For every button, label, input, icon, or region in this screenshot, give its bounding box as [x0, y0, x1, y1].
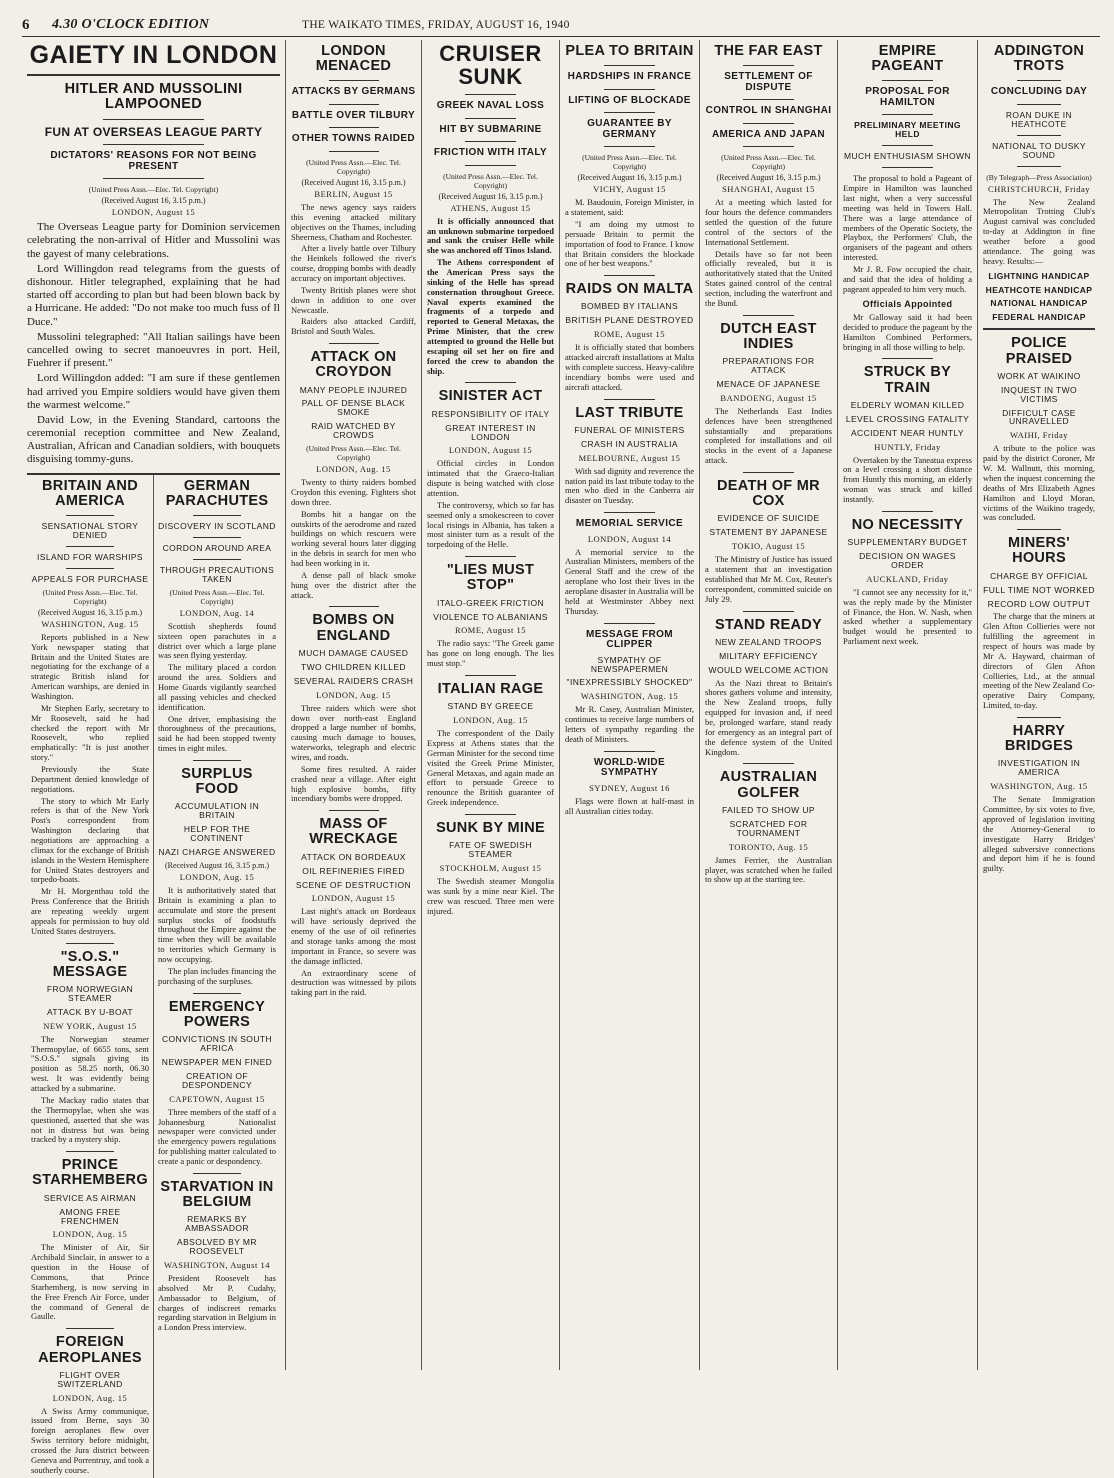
subheadline: FATE OF SWEDISH STEAMER: [449, 840, 532, 860]
subheadline: NAZI CHARGE ANSWERED: [158, 847, 276, 858]
article-paragraph: Lord Willingdon added: "I am sure if these gentlemen had arrived you Empire soldiers would have given them the warmest welcome.": [27, 372, 280, 411]
subheadline: REMARKS BY AMBASSADOR: [185, 1214, 249, 1234]
subheadline: SETTLEMENT OF DISPUTE: [724, 71, 813, 93]
dateline: TORONTO, Aug. 15: [728, 841, 809, 852]
article-paragraph: Three members of the staff of a Johannesburg Nationalist newspaper were convicted under the emergency powers regulations for publishing matter calculated to create a panic or despondency.: [158, 1106, 276, 1166]
credit-line: (United Press Assn.—Elec. Tel. Copyright): [306, 157, 401, 176]
article-paragraph: With sad dignity and reverence the nation paid its last tribute today to the men who died in the Canberra air disaster on Tuesday.: [565, 465, 694, 506]
headline: ITALIAN RAGE: [437, 681, 544, 698]
article-paragraph: A memorial service to the Australian Ministers, members of the General Staff and the crew of the aeroplane who lost their lives in the aeroplane disaster in Australia will be held at Westminster Abbey next Thursday.: [565, 546, 694, 616]
paper-dateline: THE WAIKATO TIMES, FRIDAY, AUGUST 16, 1940: [302, 19, 570, 31]
subheadline: PREPARATIONS FOR ATTACK: [722, 356, 815, 376]
headline: ADDINGTON TROTS: [993, 43, 1085, 75]
dateline: LONDON, August 15: [111, 207, 196, 218]
headline: SURPLUS FOOD: [181, 765, 253, 798]
subheadline: MENACE OF JAPANESE: [716, 378, 821, 389]
subheadline: ROAN DUKE IN HEATHCOTE: [1005, 109, 1073, 129]
article-paragraph: Previously the State Department denied knowledge of negotiations.: [31, 763, 149, 794]
article-paragraph: The Mackay radio states that the Thermopylae, when she was questioned, asserted that she was not in distress but was being tracked by a mystery ship.: [31, 1094, 149, 1145]
article-paragraph: The correspondent of the Daily Express at Athens states that the German Minister for the second time visited the Greek Prime Minister, General Metaxas, and again made an effort to persuade Greece to renounce the British guarantee of Greek independence.: [427, 728, 554, 808]
received-line: (Received August 16, 3.15 p.m.): [165, 861, 269, 870]
article-paragraph: The story to which Mr Early refers is that of the New York Post's correspondent from Washington declaring that negotiations are approaching a climax for the exchange of British islands in the Western Hemisphere for United States destroyers and torpedo-boats.: [31, 795, 149, 885]
article-paragraph: The proposal to hold a Pageant of Empire in Hamilton was launched last night, when a very successful meeting was held in Towers Hall. There was a large attendance of members of the Operatic Society, the Playbox, the Performers' Club, the organisers of the pageant and others interested.: [843, 173, 972, 263]
article-paragraph: At a meeting which lasted for four hours the defence commanders settled the question of the future control of the sectors of the International Settlement.: [705, 197, 832, 247]
subheadline: NEWSPAPER MEN FINED: [161, 1056, 273, 1067]
dateline: CHRISTCHURCH, Friday: [987, 183, 1091, 194]
dateline: LONDON, Aug. 15: [52, 1229, 128, 1240]
subheadline: ABSOLVED BY MR ROOSEVELT: [177, 1237, 257, 1256]
subheadline: MUCH ENTHUSIASM SHOWN: [844, 151, 971, 162]
article-paragraph: The Senate Immigration Committee, by six votes to five, approved of legislation inviting the Attorney-General to investigate Harry Bridges' alleged subversive connections and deport him if he is found guilty.: [983, 794, 1095, 874]
subheadline: INVESTIGATION IN AMERICA: [997, 758, 1081, 778]
headline: "S.O.S." MESSAGE: [52, 948, 128, 980]
headline: DUTCH EAST INDIES: [720, 320, 817, 352]
column-1: [22, 40, 286, 1475]
dateline: WASHINGTON, August 14: [164, 1259, 270, 1270]
article-paragraph: The New Zealand Metropolitan Trotting Club's August carnival was concluded to-day at Addington in fine weather before a good attendance. The going was heavy. Results:—: [983, 196, 1095, 266]
column-4: [560, 40, 700, 1370]
dateline: LONDON, Aug. 15: [316, 689, 391, 700]
lead-headline: GAIETY IN LONDON: [29, 41, 278, 69]
headline: POLICE PRAISED: [1005, 335, 1073, 367]
subheadline: VIOLENCE TO ALBANIANS: [433, 611, 548, 622]
headline: EMERGENCY POWERS: [168, 998, 266, 1030]
subheadline: RESPONSIBILITY OF ITALY: [431, 408, 550, 419]
subheadline: FRICTION WITH ITALY: [433, 147, 548, 159]
credit-line: (United Press Assn.—Elec. Tel. Copyright): [443, 171, 538, 190]
headline: FOREIGN AEROPLANES: [38, 1334, 142, 1366]
article-paragraph: The Norwegian steamer Thermopylae, of 6655 tons, sent "S.O.S." signals giving its position as 58.25 north, 06.30 west. It was evidently being attacked by a submarine.: [31, 1033, 149, 1094]
subheadline: ATTACKS BY GERMANS: [291, 86, 416, 98]
subheadline: SCRATCHED FOR TOURNAMENT: [729, 818, 808, 838]
subheadline: ACCUMULATION IN BRITAIN: [174, 801, 260, 821]
headline: RAIDS ON MALTA: [565, 281, 694, 298]
lead-subhead-3: DICTATORS' REASONS FOR NOT BEING PRESENT: [50, 150, 257, 172]
received-line: (Received August 16, 3.15 p.m.): [101, 196, 206, 206]
article-paragraph: Mr R. Casey, Australian Minister, continues to receive large numbers of letters of sympathy regarding the death of Ministers.: [565, 704, 694, 744]
article-paragraph: A tribute to the police was paid by the district Coroner, Mr W. M. Wallnutt, this morning, when the inquest concerning the deaths of Mrs Elizabeth Agnes Hamilton and Lloyd Moran, victims of the Waikino tragedy, was concluded.: [983, 443, 1095, 523]
subheadline: OIL REFINERIES FIRED: [302, 865, 405, 876]
edition-label: 4.30 O'CLOCK EDITION: [52, 17, 210, 32]
article-paragraph: Lord Willingdon read telegrams from the guests of dishonour. Hitler telegraphed, explaining that he had started off according to plan but had been blown back by a Hurricane. He added: "Do not make too much fuss of Il Duce.": [27, 262, 280, 328]
subheadline: ACCIDENT NEAR HUNTLY: [850, 427, 964, 438]
dateline: LONDON, Aug. 15: [316, 464, 391, 475]
received-line: (Received August 16, 3.15 p.m.): [38, 607, 142, 617]
subheadline: HIT BY SUBMARINE: [439, 123, 542, 135]
subheadline: WOULD WELCOME ACTION: [708, 664, 829, 675]
lead-subhead-2: FUN AT OVERSEAS LEAGUE PARTY: [44, 124, 263, 139]
subheadline: TWO CHILDREN KILLED: [301, 661, 406, 672]
dateline: WASHINGTON, Aug. 15: [990, 781, 1088, 792]
headline: MINERS' HOURS: [1008, 535, 1070, 567]
subheadline: ATTACK ON BORDEAUX: [301, 851, 406, 862]
subheadline: CHARGE BY OFFICIAL: [990, 570, 1088, 581]
article-paragraph: The charge that the miners at Glen Afton Collieries were not fulfilling the agreement in respect of hours was made by Mr A. Hayward, chairman of directors of Glen Afton Collieries, Ltd., at the annual meeting of the New Zealand Co-operative Dairy Company, Limited, to-day.: [983, 611, 1095, 711]
article-paragraph: The Athens correspondent of the American Press says the sinking of the Helle has spread consternation throughout Greece. Naval experts examined the fragments of a torpedo and reported to General Metaxas, the Prime Minister, that the crew attempted to ground the Helle but escaping oil set her on fire and forced the crew to abandon the ship.: [427, 257, 554, 376]
headline: STAND READY: [715, 616, 822, 633]
subheadline: CONTROL IN SHANGHAI: [705, 105, 832, 117]
article-paragraph: Mussolini telegraphed: "All Italian sailings have been cancelled owing to secret manoeuvres in port. Heil, Fuehrer if present.": [27, 330, 280, 370]
column-2: [286, 40, 422, 1370]
subheadline: SEVERAL RAIDERS CRASH: [293, 675, 414, 686]
column-6: [838, 40, 978, 1370]
dateline: LONDON, Aug. 15: [453, 715, 528, 726]
subheadline: PALL OF DENSE BLACK SMOKE: [301, 398, 406, 418]
subheadline: PROPOSAL FOR HAMILTON: [865, 86, 950, 108]
article-paragraph: Some fires resulted. A raider crashed near a village. After eight high explosive bombs, fifty incendiary bombs were dropped.: [291, 763, 416, 804]
article-paragraph: The Netherlands East Indies defences have been strengthened substantially and preparations completed for installations and oil stocks in the event of a Japanese attack.: [705, 405, 832, 466]
article-paragraph: Mr Stephen Early, secretary to Mr Roosevelt, said he had checked the report with Mr Roosevelt, who replied emphatically: "It is just another story.": [31, 702, 149, 763]
dateline: LONDON, August 14: [587, 533, 672, 544]
subheadline: CORDON AROUND AREA: [162, 543, 272, 554]
headline: PRINCE STARHEMBERG: [32, 1157, 148, 1189]
dateline: LONDON, Aug. 15: [52, 1392, 128, 1403]
headline: WORLD-WIDE SYMPATHY: [593, 756, 666, 779]
dateline: WASHINGTON, Aug. 15: [580, 691, 679, 702]
subheadline: HELP FOR THE CONTINENT: [183, 824, 251, 844]
subheadline: DISCOVERY IN SCOTLAND: [158, 521, 276, 532]
subheadline: AMONG FREE FRENCHMEN: [59, 1206, 121, 1226]
dateline: BERLIN, August 15: [314, 188, 393, 199]
subheadline: SENSATIONAL STORY DENIED: [41, 521, 139, 541]
dateline: LONDON, August 15: [311, 893, 396, 904]
subheadline: CRASH IN AUSTRALIA: [581, 438, 678, 449]
credit-line: (United Press Assn.—Elec. Tel. Copyright): [42, 587, 138, 606]
subheadline: WORK AT WAIKINO: [997, 370, 1081, 381]
article-paragraph: Twenty to thirty raiders bombed Croydon this evening. Fighters shot down three.: [291, 477, 416, 507]
article-paragraph: After a lively battle over Tilbury the Heinkels followed the river's course, dropping bombs with deadly accuracy on important objectives.: [291, 243, 416, 283]
article-paragraph: Bombs hit a hangar on the outskirts of the aerodrome and razed buildings on which rescuers were working several hours later digging in the debris in search for men who had been working in it.: [291, 508, 416, 569]
subheadline: SCENE OF DESTRUCTION: [295, 879, 412, 890]
dateline: LONDON, Aug. 14: [179, 607, 255, 618]
subheadline: NEW ZEALAND TROOPS: [715, 636, 822, 647]
subheadline: BATTLE OVER TILBURY: [291, 109, 416, 121]
subheadline: ATTACK BY U-BOAT: [46, 1006, 134, 1017]
dateline: TOKIO, August 15: [731, 541, 806, 552]
article-paragraph: Overtaken by the Taneatua express on a level crossing a short distance from Huntly this morning, an elderly woman was struck and killed instantly.: [843, 454, 972, 505]
received-line: (Received August 16, 3.15 p.m.): [438, 191, 543, 201]
article-paragraph: The radio says: "The Greek game has gone on long enough. The lies must stop.": [427, 638, 554, 669]
column-3: [422, 40, 560, 1370]
dateline: CAPETOWN, August 15: [169, 1093, 265, 1104]
subheadline: INQUEST IN TWO VICTIMS: [1000, 384, 1078, 404]
article-paragraph: The Overseas League party for Dominion servicemen celebrating the non-arrival of Hitler and Mussolini was the gayest of many celebrations.: [27, 221, 280, 260]
article-paragraph: David Low, in the Evening Standard, cartoons the ceremonial reception committee and New Zealand, Australian, African and Canadian soldiers, with bouquets disguising tommy-guns.: [27, 413, 280, 466]
subheadline: SYMPATHY OF NEWSPAPERMEN: [590, 654, 669, 674]
section-subhead: Officials Appointed: [862, 298, 953, 309]
headline: MESSAGE FROM CLIPPER: [585, 628, 674, 651]
article-paragraph: It is authoritatively stated that Britain is examining a plan to accumulate and store the present surplus stocks of foodstuffs throughout the Empire against the time when they will be available to territories which Germany is now occupying.: [158, 885, 276, 965]
dateline: LONDON, August 15: [448, 445, 533, 456]
article-paragraph: It is officially stated that bombers attacked aircraft installations at Malta with complete success. Heavy-calibre incendiary bombs were used and aircraft attacked.: [565, 342, 694, 392]
subheadline: LIFTING OF BLOCKADE: [568, 94, 691, 106]
received-line: (Received August 16, 3.15 p.m.): [577, 173, 682, 183]
article-paragraph: The controversy, which so far has seemed only a smokescreen to cover local risings in Albania, has taken a most sinister turn as a result of the torpedoing of the Helle.: [427, 499, 554, 550]
credit-line: (United Press Assn.—Elec. Tel. Copyright): [721, 153, 816, 172]
subheadline: FULL TIME NOT WORKED: [983, 584, 1095, 595]
article-paragraph: The military placed a cordon around the area. Soldiers and Home Guards vigilantly searched all passing vehicles and checked identification.: [158, 662, 276, 712]
subheadline: OTHER TOWNS RAIDED: [291, 133, 416, 145]
columns: [22, 40, 1100, 1475]
credit-line: (United Press Assn.—Elec. Tel. Copyright): [582, 153, 677, 172]
subheadline: MANY PEOPLE INJURED: [299, 384, 408, 395]
subheadline: APPEALS FOR PURCHASE: [31, 573, 149, 584]
dateline: SYDNEY, August 16: [589, 782, 670, 793]
dateline: SHANGHAI, August 15: [722, 184, 815, 195]
race-heading: HEATHCOTE HANDICAP: [985, 284, 1093, 295]
subheadline: SERVICE AS AIRMAN: [43, 1192, 137, 1203]
subheadline: LEVEL CROSSING FATALITY: [845, 413, 970, 424]
headline: STRUCK BY TRAIN: [863, 364, 952, 396]
subheadline: GREAT INTEREST IN LONDON: [445, 422, 536, 442]
article-paragraph: Mr H. Morgenthau told the Press Conference that the British are repeating weekly urgent appeals for permission to buy old United States destroyers.: [31, 886, 149, 936]
subcolumn-a: [27, 475, 154, 1478]
headline: MEMORIAL SERVICE: [575, 518, 684, 530]
headline: SUNK BY MINE: [436, 820, 545, 837]
article-paragraph: The Ministry of Justice has issued a statement that an investigation established that Mr M. Cox, Reuter's correspondent, committed suicide on July 29.: [705, 554, 832, 604]
dateline: WASHINGTON, Aug. 15: [41, 618, 139, 629]
article-paragraph: Details have so far not been officially revealed, but it is authoritatively stated that the United States gained control of the central section, including the waterfront and the Bund.: [705, 248, 832, 308]
article-paragraph: The news agency says raiders this evening attacked military objectives on the Thames, including Sheerness, Chatham and Rochester.: [291, 201, 416, 242]
dateline: STOCKHOLM, August 15: [439, 863, 542, 874]
credit-line: (United Press Assn.—Elec. Tel. Copyright): [306, 444, 401, 463]
subcolumn-b: [154, 475, 280, 1478]
subheadline: GUARANTEE BY GERMANY: [587, 118, 672, 140]
article-paragraph: Reports published in a New York newspaper stating that Britain and the United States are negotiating for the exchange of a strategic British island for American warships, are denied in Washington.: [31, 631, 149, 701]
dateline: MELBOURNE, August 15: [578, 452, 681, 463]
article-paragraph: Last night's attack on Bordeaux will have seriously deprived the enemy of the use of oil refineries and storage tanks among the most important in France, so severe was the damage inflicted.: [291, 906, 416, 966]
article-paragraph: Flags were flown at half-mast in all Australian cities today.: [565, 795, 694, 816]
subheadline: CREATION OF DESPONDENCY: [181, 1070, 253, 1090]
dateline: NEW YORK, August 15: [43, 1020, 137, 1031]
dateline: BANDOENG, August 15: [720, 392, 817, 403]
subheadline: DECISION ON WAGES ORDER: [859, 551, 956, 570]
article-paragraph: The Swedish steamer Mongolia was sunk by a mine near Kiel. The crew was rescued. Three men were injured.: [427, 876, 554, 916]
subheadline: BOMBED BY ITALIANS: [580, 301, 679, 312]
subheadline: STATEMENT BY JAPANESE: [709, 527, 828, 538]
article-paragraph: The plan includes financing the purchasing of the surpluses.: [158, 965, 276, 986]
headline: SINISTER ACT: [438, 388, 543, 405]
column-5: [700, 40, 838, 1370]
dateline: HUNTLY, Friday: [874, 441, 941, 452]
headline: LAST TRIBUTE: [575, 404, 684, 421]
subheadline: FUNERAL OF MINISTERS: [574, 424, 685, 435]
dateline: VICHY, August 15: [593, 184, 666, 195]
subheadline: GREEK NAVAL LOSS: [436, 100, 545, 112]
article-paragraph: M. Baudouin, Foreign Minister, in a statement, said:: [565, 197, 694, 218]
article-paragraph: The Minister of Air, Sir Archibald Sinclair, in answer to a question in the House of Commons, that Prince Starhemberg, is now serving in the Free French Air Force, under the command of General de Gaulle.: [31, 1242, 149, 1322]
headline: EMPIRE PAGEANT: [871, 43, 944, 75]
dateline: AUCKLAND, Friday: [866, 573, 949, 584]
dateline: ROME, August 15: [593, 329, 666, 340]
received-line: (Received August 16, 3.15 p.m.): [716, 173, 821, 183]
headline: GERMAN PARACHUTES: [165, 477, 269, 509]
subheadline: ELDERLY WOMAN KILLED: [850, 399, 965, 410]
credit-line: (United Press Assn.—Elec. Tel. Copyright): [88, 185, 219, 195]
subheadline: CONVICTIONS IN SOUTH AFRICA: [161, 1034, 272, 1053]
article-paragraph: A dense pall of black smoke hung over the district after the attack.: [291, 569, 416, 600]
headline: PLEA TO BRITAIN: [565, 43, 694, 59]
received-line: (Received August 16, 3.15 p.m.): [301, 177, 406, 187]
subheadline: EVIDENCE OF SUICIDE: [717, 513, 820, 524]
headline: THE FAR EAST: [714, 43, 823, 59]
subheadline: FLIGHT OVER SWITZERLAND: [57, 1369, 123, 1389]
race-heading: FEDERAL HANDICAP: [992, 312, 1086, 323]
subheadline: MUCH DAMAGE CAUSED: [298, 647, 409, 658]
headline: NO NECESSITY: [851, 516, 964, 533]
page-number: 6: [22, 16, 30, 33]
article-paragraph: It is officially announced that an unknown submarine torpedoed and sank the cruiser Helle while she was anchored off Tinos Island.: [427, 215, 554, 256]
headline: STARVATION IN BELGIUM: [160, 1178, 274, 1211]
article-paragraph: As the Nazi threat to Britain's shores gathers volume and intensity, the New Zealand troops, fully equipped for invasion and, if need be, prolonged warfare, stand ready for emergency as an integral part of the defence system of the United Kingdom.: [705, 677, 832, 757]
headline: ATTACK ON CROYDON: [310, 349, 397, 381]
article-paragraph: An extraordinary scene of destruction was witnessed by pilots taking part in the raid.: [291, 967, 416, 998]
subheadline: STAND BY GREECE: [447, 701, 534, 712]
subheadline: CONCLUDING DAY: [990, 86, 1088, 98]
subheadline: AMERICA AND JAPAN: [711, 128, 826, 140]
dateline: ROME, August 15: [454, 625, 527, 636]
article-paragraph: One driver, emphasising the thoroughness of the precautions, said he had been stopped twenty times in eight miles.: [158, 713, 276, 754]
masthead: [22, 14, 1100, 37]
subheadline: RECORD LOW OUTPUT: [987, 598, 1091, 609]
article-paragraph: Mr J. R. Fow occupied the chair, and said that the idea of holding a pageant appealed to him very much.: [843, 263, 972, 294]
article-paragraph: James Ferrier, the Australian player, was scratched when he failed to show up at the starting tee.: [705, 854, 832, 885]
subheadline: ITALO-GREEK FRICTION: [436, 597, 545, 608]
headline: "LIES MUST STOP": [446, 562, 535, 594]
article-paragraph: Scottish shepherds found sixteen open parachutes in a district over which a large plane was seen flying yesterday.: [158, 620, 276, 661]
headline: CRUISER SUNK: [439, 41, 542, 90]
race-heading: NATIONAL HANDICAP: [990, 298, 1088, 309]
subheadline: HARDSHIPS IN FRANCE: [567, 71, 692, 83]
headline: HARRY BRIDGES: [1004, 723, 1074, 755]
subheadline: DIFFICULT CASE UNRAVELLED: [1002, 407, 1076, 427]
subheadline: "INEXPRESSIBLY SHOCKED": [566, 677, 693, 688]
article-paragraph: "I cannot see any necessity for it," was the reply made by the Minister of Finance, the Hon. W. Nash, when asked whether a supplementary budget would be presented to Parliament next week.: [843, 586, 972, 647]
subheadline: BRITISH PLANE DESTROYED: [565, 315, 694, 326]
credit-line: (United Press Assn.—Elec. Tel. Copyright): [169, 587, 265, 606]
article-paragraph: "I am doing my utmost to persuade Britain to permit the importation of food to France. I know that Britain considers the blockade one of her best weapons.": [565, 218, 694, 269]
subheadline: SUPPLEMENTARY BUDGET: [847, 537, 968, 548]
dateline: WAIHI, Friday: [1010, 430, 1068, 441]
article-paragraph: President Roosevelt has absolved Mr P. Cudahy, Ambassador to Belgium, of charges of indiscreet remarks regarding starvation in Belgium in a London Press interview.: [158, 1272, 276, 1333]
sub-columns: [27, 473, 280, 1478]
subheadline: THROUGH PRECAUTIONS TAKEN: [159, 564, 275, 584]
subheadline: FAILED TO SHOW UP: [722, 804, 815, 815]
credit-line: (By Telegraph—Press Association): [986, 172, 1092, 182]
lead-subhead-1: HITLER AND MUSSOLINI LAMPOONED: [64, 81, 243, 113]
subheadline: MILITARY EFFICIENCY: [719, 650, 818, 661]
subheadline: PRELIMINARY MEETING HELD: [854, 120, 961, 140]
headline: DEATH OF MR COX: [717, 478, 820, 510]
article-paragraph: Twenty British planes were shot down in addition to one over Newcastle.: [291, 284, 416, 315]
article-paragraph: Raiders also attacked Cardiff, Bristol and South Wales.: [291, 316, 416, 337]
subheadline: FROM NORWEGIAN STEAMER: [46, 984, 134, 1003]
subheadline: NATIONAL TO DUSKY SOUND: [992, 140, 1086, 160]
article-paragraph: Official circles in London intimated that the Graeco-Italian dispute is being watched with close attention.: [427, 458, 554, 498]
subheadline: ISLAND FOR WARSHIPS: [37, 551, 143, 562]
race-heading: LIGHTNING HANDICAP: [988, 270, 1090, 281]
headline: AUSTRALIAN GOLFER: [719, 769, 818, 801]
dateline: LONDON, Aug. 15: [179, 872, 255, 882]
article-paragraph: A Swiss Army communique, issued from Berne, says 30 foreign aeroplanes flew over Swiss territory before midnight, crossed the Jura district between Geneva and Porrentruy, and took a southerly course.: [31, 1405, 149, 1475]
article-paragraph: Three raiders which were shot down over north-east England dropped a large number of bombs, causing much damage to houses, waterworks, telegraph and electric wires, and roads.: [291, 702, 416, 762]
dateline: ATHENS, August 15: [450, 202, 531, 213]
headline: LONDON MENACED: [315, 43, 392, 75]
article-paragraph: Mr Galloway said it had been decided to produce the pageant by the Hamilton Combined Performers, bringing in all those willing to help.: [843, 311, 972, 352]
headline: BRITAIN AND AMERICA: [42, 477, 138, 509]
headline: MASS OF WRECKAGE: [309, 816, 398, 848]
column-7: [978, 40, 1100, 1370]
subheadline: RAID WATCHED BY CROWDS: [311, 421, 396, 441]
headline: BOMBS ON ENGLAND: [312, 612, 395, 644]
